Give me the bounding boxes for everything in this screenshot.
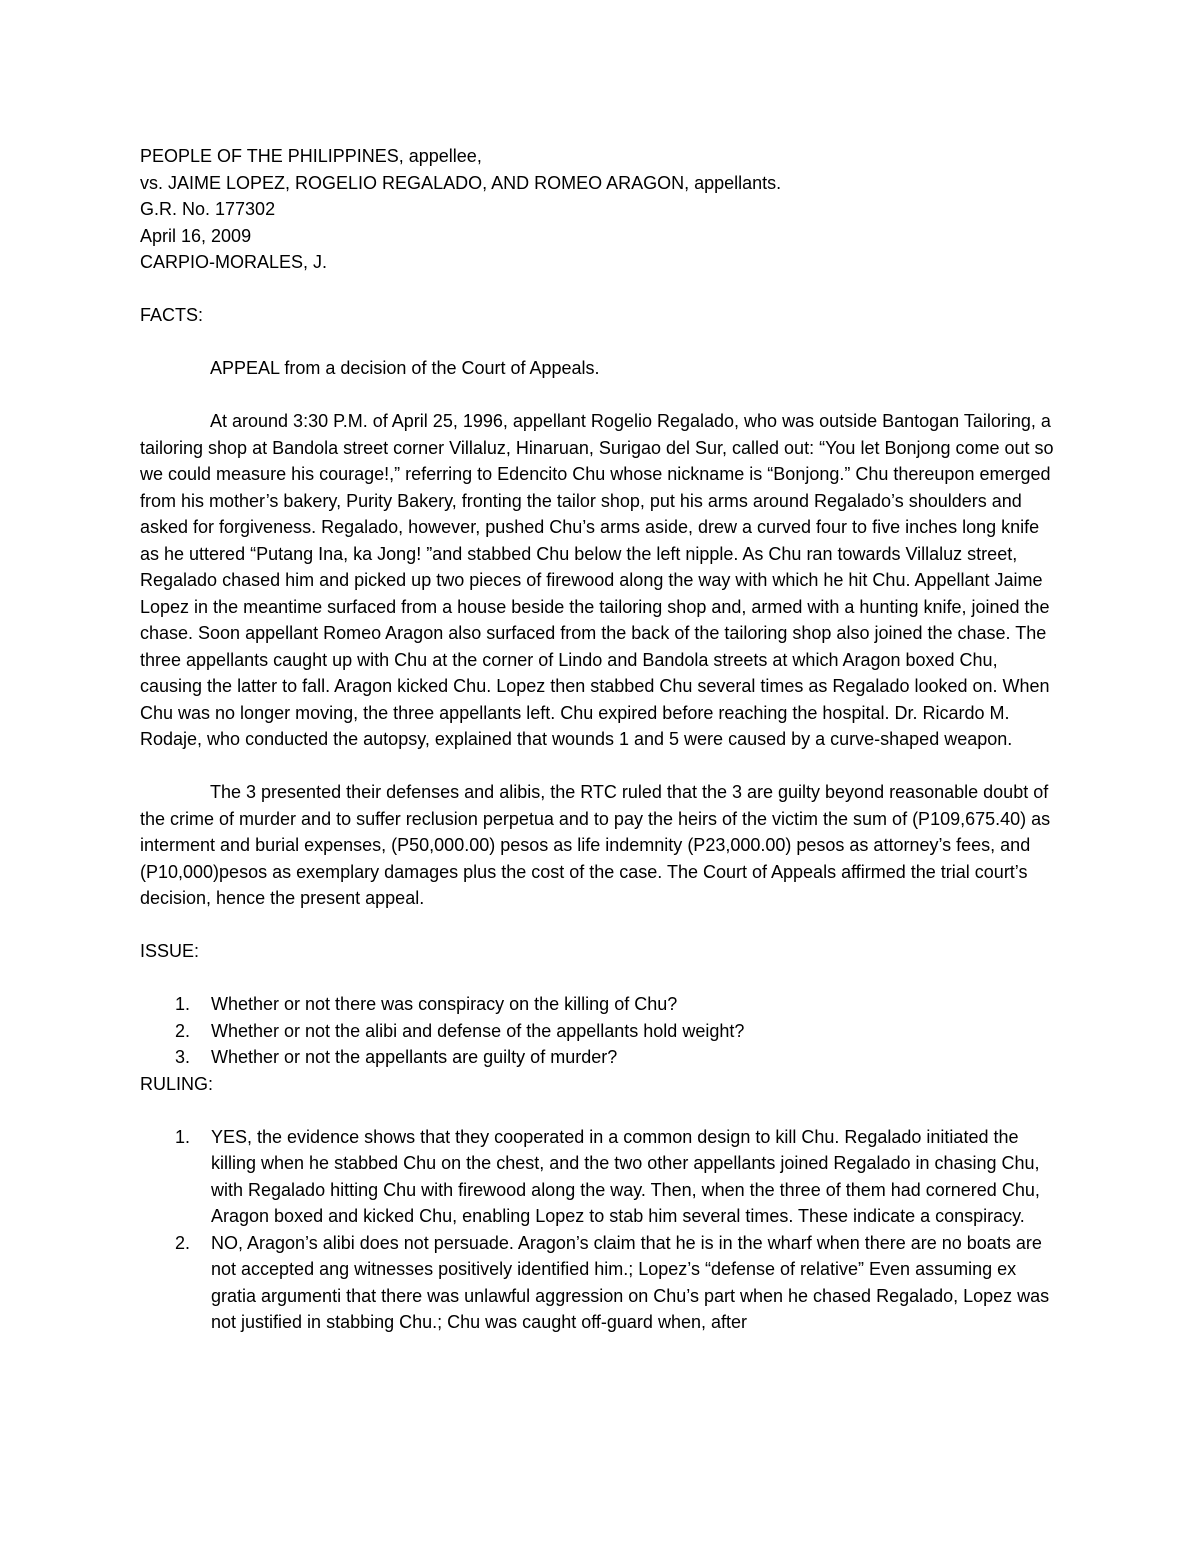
issue-item-number: 3. (175, 1047, 191, 1067)
facts-paragraph-3: The 3 presented their defenses and alibis, the RTC ruled that the 3 are guilty beyond reasonable doubt of the crime of murder and to suffer reclusion perpetua and to pay the heirs of the victim the sum of (P109,675.40) as interment and burial expenses, (P50,000.00) pesos as life indemnity (P23,000.00) pesos as attorney’s fees, and (P10,000)pesos as exemplary damages plus the cost of the case. The Court of Appeals affirmed the trial court’s decision, hence the present appeal. (140, 782, 1051, 908)
document-body (140, 143, 1060, 1336)
issue-item (140, 1044, 1056, 1071)
issue-item-text: Whether or not the alibi and defense of the appellants hold weight? (211, 1020, 745, 1041)
issue-item-text: Whether or not the appellants are guilty of murder? (211, 1047, 618, 1067)
case-date: April 16, 2009 (140, 225, 252, 246)
issue-item (140, 1018, 1056, 1045)
case-title: PEOPLE OF THE PHILIPPINES, appellee, (140, 146, 482, 166)
ruling-item-text: YES, the evidence shows that they cooperated in a common design to kill Chu. Regalado initiated the killing when he stabbed Chu on the chest, and the two other appellants joined Regalado in chasing Chu, with Regalado hitting Chu with firewood along the way. Then, when the three of them had cornered Chu, Aragon boxed and kicked Chu, enabling Lopez to stab him several times. These indicate a conspiracy. (211, 1126, 1040, 1226)
ruling-item (140, 1230, 1056, 1336)
ponente: CARPIO-MORALES, J. (140, 252, 328, 272)
issue-item-text: Whether or not there was conspiracy on the killing of Chu? (211, 994, 678, 1014)
case-number: G.R. No. 177302 (140, 199, 276, 219)
facts-paragraph-1: APPEAL from a decision of the Court of Appeals. (210, 358, 600, 378)
ruling-item-number: 1. (175, 1126, 191, 1147)
issue-item-number: 1. (175, 994, 191, 1014)
ruling-list (140, 1124, 1060, 1336)
issue-item-number: 2. (175, 1020, 191, 1041)
issue-list (140, 991, 1060, 1071)
issue-item (140, 991, 1056, 1018)
ruling-heading: RULING: (140, 1073, 214, 1094)
ruling-item (140, 1124, 1056, 1230)
facts-heading: FACTS: (140, 305, 204, 325)
issue-heading: ISSUE: (140, 941, 200, 961)
ruling-item-number: 2. (175, 1232, 191, 1253)
facts-paragraph-2: At around 3:30 P.M. of April 25, 1996, appellant Rogelio Regalado, who was outside Bantogan Tailoring, a tailoring shop at Bandola street corner Villaluz, Hinaruan, Surigao del Sur, called out: “You let Bonjong come out so we could measure his courage!,” referring to Edencito Chu whose nickname is “Bonjong.” Chu thereupon emerged from his mother’s bakery, Purity Bakery, fronting the tailor shop, put his arms around Regalado’s shoulders and asked for forgiveness. Regalado, however, pushed Chu’s arms aside, drew a curved four to five inches long knife as he uttered “Putang Ina, ka Jong! ”and stabbed Chu below the left nipple. As Chu ran towards Villaluz street, Regalado chased him and picked up two pieces of firewood along the way with which he hit Chu. Appellant Jaime Lopez in the meantime surfaced from a house beside the tailoring shop and, armed with a hunting knife, joined the chase. Soon appellant Romeo Aragon also surfaced from the back of the tailoring shop also joined the chase. The three appellants caught up with Chu at the corner of Lindo and Bandola streets at which Aragon boxed Chu, causing the latter to fall. Aragon kicked Chu. Lopez then stabbed Chu several times as Regalado looked on. When Chu was no longer moving, the three appellants left. Chu expired before reaching the hospital. Dr. Ricardo M. Rodaje, who conducted the autopsy, explained that wounds 1 and 5 were caused by a curve-shaped weapon. (140, 411, 1054, 749)
case-parties: vs. JAIME LOPEZ, ROGELIO REGALADO, AND ROMEO ARAGON, appellants. (140, 172, 782, 193)
ruling-item-text: NO, Aragon’s alibi does not persuade. Aragon’s claim that he is in the wharf when there are no boats are not accepted ang witnesses positively identified him.; Lopez’s “defense of relative” Even assuming ex gratia argumenti that there was unlawful aggression on Chu’s part when he chased Regalado, Lopez was not justified in stabbing Chu.; Chu was caught off-guard when, after (211, 1232, 1050, 1332)
